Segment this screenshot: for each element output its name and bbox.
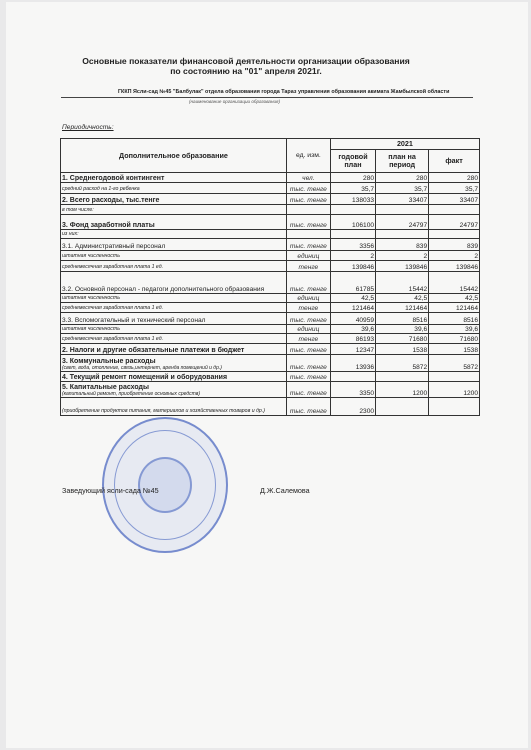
- row-fact: [429, 205, 480, 215]
- table-row: [61, 194, 480, 205]
- row-period-plan: 1538: [376, 344, 429, 355]
- row-fact: 8516: [429, 313, 480, 325]
- financial-indicators-table: [60, 138, 480, 416]
- row-label: [61, 272, 287, 294]
- row-annual-plan: 138033: [330, 194, 375, 205]
- row-sublabel: (капитальный ремонт, приобретение основных средств): [62, 391, 201, 397]
- row-fact: 35,7: [429, 183, 480, 194]
- row-fact: [429, 230, 480, 239]
- row-unit: тыс. тенге: [286, 372, 330, 382]
- row-annual-plan: 12347: [330, 344, 375, 355]
- official-seal-icon: [102, 417, 228, 553]
- organization-caption: (наименование организации образования): [189, 99, 281, 104]
- table-row: [61, 173, 480, 183]
- header-fact: факт: [429, 149, 480, 172]
- row-fact: 139846: [429, 261, 480, 272]
- row-fact: [429, 398, 480, 416]
- organization-name: ГККП Ясли-сад №45 "Балбулак" отдела образования города Тараз управления образования акимата Жамбылской области: [118, 89, 450, 95]
- row-period-plan: 8516: [376, 313, 429, 325]
- row-period-plan: 121464: [376, 303, 429, 313]
- row-annual-plan: [330, 372, 375, 382]
- row-label-text: штатная численность: [62, 294, 120, 301]
- row-unit: [286, 230, 330, 239]
- row-period-plan: [376, 205, 429, 215]
- row-label-text: штатная численность: [62, 325, 120, 332]
- row-annual-plan: 40959: [330, 313, 375, 325]
- row-fact: 24797: [429, 215, 480, 230]
- row-label: [61, 344, 287, 355]
- row-label-text: 4. Текущий ремонт помещений и оборудования: [62, 373, 228, 381]
- row-label-text: среднемесячная заработная плата 1 ед.: [62, 335, 164, 342]
- table-row: [61, 272, 480, 294]
- table-row: [61, 325, 480, 334]
- row-period-plan: 24797: [376, 215, 429, 230]
- row-fact: [429, 372, 480, 382]
- table-row: [61, 334, 480, 344]
- table-row: [61, 398, 480, 416]
- row-annual-plan: 42,5: [330, 294, 375, 303]
- row-label-text: 2. Всего расходы, тыс.тенге: [62, 196, 160, 204]
- row-label-text: средний расход на 1-го ребенка: [62, 185, 140, 192]
- periodicity-label: Периодичность:: [62, 124, 114, 131]
- row-label: [61, 230, 287, 239]
- row-fact: 121464: [429, 303, 480, 313]
- row-label: [61, 325, 287, 334]
- table-row: [61, 215, 480, 230]
- row-period-plan: 839: [376, 239, 429, 251]
- row-period-plan: [376, 398, 429, 416]
- row-fact: 15442: [429, 272, 480, 294]
- row-label-text: (приобретение продуктов питания, материалов и хозяйственных товаров и др.): [62, 407, 265, 414]
- row-unit: чел.: [286, 173, 330, 183]
- row-fact: 1200: [429, 382, 480, 398]
- row-annual-plan: 13936: [330, 355, 375, 372]
- row-fact: 33407: [429, 194, 480, 205]
- row-fact: 42,5: [429, 294, 480, 303]
- row-label: [61, 355, 287, 372]
- row-annual-plan: [330, 230, 375, 239]
- row-period-plan: 71680: [376, 334, 429, 344]
- row-annual-plan: 280: [330, 173, 375, 183]
- row-label-text: 3.1. Административный персонал: [62, 242, 166, 250]
- row-unit: единиц: [286, 251, 330, 261]
- row-fact: 71680: [429, 334, 480, 344]
- row-label-text: в том числе:: [62, 206, 94, 213]
- row-fact: 1538: [429, 344, 480, 355]
- row-unit: тыс. тенге: [286, 215, 330, 230]
- table-row: [61, 183, 480, 194]
- row-label-text: 1. Среднегодовой контингент: [62, 174, 165, 182]
- row-period-plan: 15442: [376, 272, 429, 294]
- row-label: [61, 173, 287, 183]
- row-annual-plan: 86193: [330, 334, 375, 344]
- row-period-plan: 2: [376, 251, 429, 261]
- table-row: [61, 313, 480, 325]
- header-unit: ед. изм.: [286, 139, 330, 173]
- table-row: [61, 382, 480, 398]
- table-row: [61, 294, 480, 303]
- row-annual-plan: 39,6: [330, 325, 375, 334]
- row-annual-plan: 3356: [330, 239, 375, 251]
- document-sheet: [6, 2, 528, 748]
- row-fact: 839: [429, 239, 480, 251]
- row-label: [61, 303, 287, 313]
- row-unit: тыс. тенге: [286, 313, 330, 325]
- row-label-text: штатная численность: [62, 252, 120, 259]
- header-year: 2021: [330, 139, 479, 150]
- table-row: [61, 230, 480, 239]
- row-annual-plan: 121464: [330, 303, 375, 313]
- signature-role: Заведующий ясли-сада №45: [62, 486, 159, 495]
- row-label: [61, 205, 287, 215]
- row-label: [61, 313, 287, 325]
- row-label: [61, 372, 287, 382]
- row-unit: тыс. тенге: [286, 272, 330, 294]
- row-period-plan: 1200: [376, 382, 429, 398]
- row-label: [61, 334, 287, 344]
- row-label-text: 2. Налоги и другие обязательные платежи в бюджет: [62, 346, 245, 354]
- row-period-plan: 33407: [376, 194, 429, 205]
- row-label-text: 3. Фонд заработной платы: [62, 221, 155, 229]
- table-row: [61, 205, 480, 215]
- row-label-text: из них:: [62, 230, 79, 237]
- row-unit: единиц: [286, 294, 330, 303]
- row-unit: тыс. тенге: [286, 344, 330, 355]
- row-label-text: 3. Коммунальные расходы: [62, 357, 156, 365]
- row-label: [61, 382, 287, 398]
- row-period-plan: 35,7: [376, 183, 429, 194]
- row-period-plan: [376, 230, 429, 239]
- document-title-line-1: Основные показатели финансовой деятельности организации образования: [82, 56, 410, 66]
- row-annual-plan: 61785: [330, 272, 375, 294]
- row-label: [61, 183, 287, 194]
- table-row: [61, 372, 480, 382]
- row-fact: 39,6: [429, 325, 480, 334]
- row-label-text: 5. Капитальные расходы: [62, 383, 149, 391]
- header-plan-annual: годовой план: [330, 149, 375, 172]
- row-annual-plan: 2: [330, 251, 375, 261]
- row-period-plan: 139846: [376, 261, 429, 272]
- row-period-plan: [376, 372, 429, 382]
- row-fact: 5872: [429, 355, 480, 372]
- header-plan-period: план на период: [376, 149, 429, 172]
- row-unit: тенге: [286, 303, 330, 313]
- table-row: [61, 303, 480, 313]
- row-label: [61, 261, 287, 272]
- row-unit: тыс. тенге: [286, 239, 330, 251]
- row-label: [61, 398, 287, 416]
- table-row: [61, 251, 480, 261]
- row-label: [61, 294, 287, 303]
- row-label-text: среднемесячная заработная плата 1 ед.: [62, 263, 164, 270]
- table-header-row: [61, 139, 480, 150]
- row-label: [61, 239, 287, 251]
- row-label-text: 3.2. Основной персонал - педагоги дополнительного образования: [62, 285, 265, 293]
- row-annual-plan: 106100: [330, 215, 375, 230]
- signature-name: Д.Ж.Салемова: [260, 486, 310, 495]
- row-unit: тыс. тенге: [286, 382, 330, 398]
- row-unit: тыс. тенге: [286, 355, 330, 372]
- row-unit: тыс. тенге: [286, 183, 330, 194]
- row-unit: тенге: [286, 334, 330, 344]
- row-period-plan: 39,6: [376, 325, 429, 334]
- row-period-plan: 5872: [376, 355, 429, 372]
- row-annual-plan: 3350: [330, 382, 375, 398]
- row-label: [61, 194, 287, 205]
- document-title-line-2: по состоянию на "01" апреля 2021г.: [170, 66, 322, 76]
- row-annual-plan: 139846: [330, 261, 375, 272]
- row-annual-plan: 35,7: [330, 183, 375, 194]
- row-sublabel: (свет, вода, отопление, связь,интернет, аренда помещений и др.): [62, 365, 222, 371]
- organization-underline: [61, 97, 473, 98]
- row-unit: единиц: [286, 325, 330, 334]
- row-label: [61, 215, 287, 230]
- row-unit: тенге: [286, 261, 330, 272]
- row-period-plan: 280: [376, 173, 429, 183]
- row-unit: тыс. тенге: [286, 194, 330, 205]
- row-unit: [286, 205, 330, 215]
- row-fact: 2: [429, 251, 480, 261]
- table-row: [61, 355, 480, 372]
- table-row: [61, 239, 480, 251]
- row-annual-plan: 2300: [330, 398, 375, 416]
- row-annual-plan: [330, 205, 375, 215]
- row-period-plan: 42,5: [376, 294, 429, 303]
- table-row: [61, 261, 480, 272]
- row-fact: 280: [429, 173, 480, 183]
- header-label: Дополнительное образование: [61, 139, 287, 173]
- row-label-text: 3.3. Вспомогательный и технический персонал: [62, 316, 206, 324]
- table-row: [61, 344, 480, 355]
- row-unit: тыс. тенге: [286, 398, 330, 416]
- row-label-text: среднемесячная заработная плата 1 ед.: [62, 304, 164, 311]
- row-label: [61, 251, 287, 261]
